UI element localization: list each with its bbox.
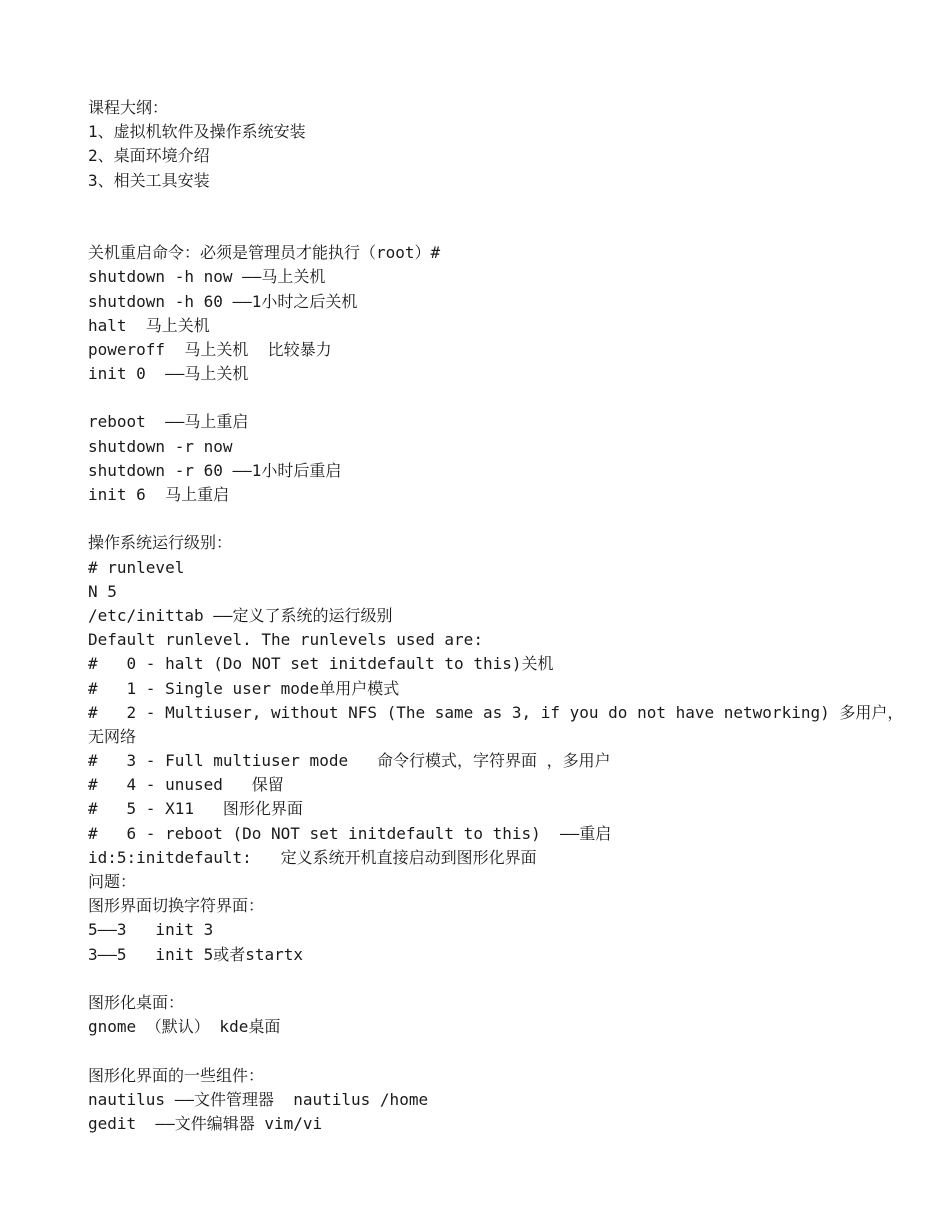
components-line: nautilus ——文件管理器 nautilus /home [88,1089,429,1109]
shutdown-line: shutdown -h now ——马上关机 [88,267,326,287]
outline-item: 3、相关工具安装 [88,170,210,190]
runlevel-line: # 0 - halt (Do NOT set initdefault to this)关机 [88,654,554,674]
runlevel-line: /etc/inittab ——定义了系统的运行级别 [88,605,393,625]
runlevel-line: N 5 [88,581,117,601]
shutdown-line: halt 马上关机 [88,315,210,335]
spacer [88,1039,908,1063]
runlevel-line: Default runlevel. The runlevels used are: [88,630,483,650]
components-heading: 图形化界面的一些组件： [88,1065,265,1085]
outline-item: 1、虚拟机软件及操作系统安装 [88,122,306,142]
runlevel-line: # 3 - Full multiuser mode 命令行模式，字符界面 ，多用户 [88,751,611,771]
components-line: gedit ——文件编辑器 vim/vi [88,1113,323,1133]
desktop-heading: 图形化桌面： [88,992,185,1012]
document-page [88,96,908,1136]
outline-title: 课程大纲： [88,98,169,117]
outline-item: 2、桌面环境介绍 [88,146,210,166]
desktop-line: gnome （默认） kde桌面 [88,1017,281,1037]
shutdown-line: poweroff 马上关机 比较暴力 [88,339,332,359]
shutdown-line: init 0 ——马上关机 [88,364,249,384]
runlevel-line: # 5 - X11 图形化界面 [88,799,303,819]
runlevel-line: # 1 - Single user mode单用户模式 [88,678,400,698]
runlevel-heading: 操作系统运行级别： [88,533,233,553]
runlevel-line: id:5:initdefault: 定义系统开机直接启动到图形化界面 [88,847,537,867]
runlevel-line: 图形界面切换字符界面： [88,896,265,916]
spacer [88,967,908,991]
runlevel-line: # 6 - reboot (Do NOT set initdefault to this) ——重启 [88,823,612,843]
reboot-line: shutdown -r 60 ——1小时后重启 [88,460,342,480]
shutdown-heading: 关机重启命令：必须是管理员才能执行（root）# [88,243,441,263]
runlevel-line: # 4 - unused 保留 [88,775,284,795]
shutdown-line: shutdown -h 60 ——1小时之后关机 [88,291,358,311]
runlevel-line: 3——5 init 5或者startx [88,944,304,964]
runlevel-line: 5——3 init 3 [88,920,214,940]
runlevel-line: 问题： [88,872,137,892]
runlevel-line: # runlevel [88,557,185,577]
runlevel-line-wrapped: # 2 - Multiuser, without NFS (The same as 3, if you do not have networking) 多用户，无网络 [88,702,904,746]
spacer [88,507,908,531]
reboot-line: shutdown -r now [88,436,233,456]
spacer [88,386,908,410]
spacer [88,193,908,241]
reboot-line: init 6 马上重启 [88,485,230,505]
reboot-line: reboot ——马上重启 [88,412,249,432]
